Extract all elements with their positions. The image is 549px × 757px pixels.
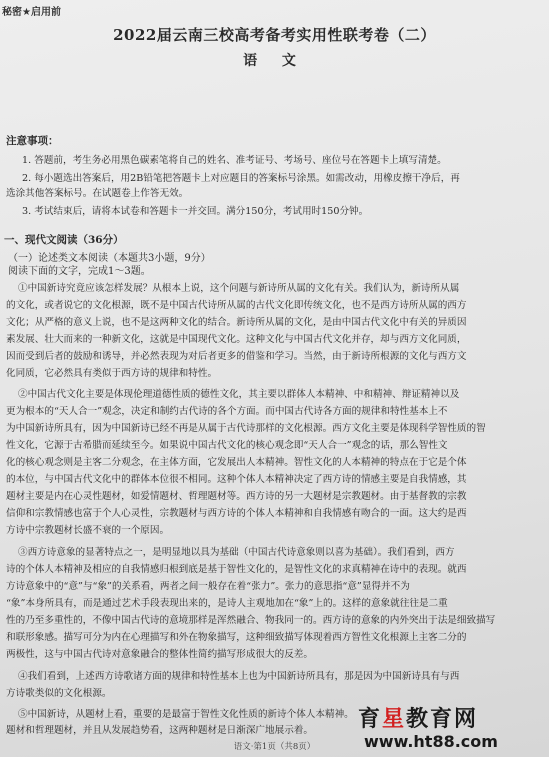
- passage-line: 方诗意象中的“意”与“象”的关系看，两者之间一般存在着“张力”。张力的意思指“意”显得并不为: [6, 581, 410, 592]
- passage-line: 的本位，与中国古代文化中的群体本位很不相同。这种个体人本精神决定了西方诗的情感主要是自我情感，其: [6, 474, 467, 485]
- passage-line: 更为根本的“天人合一”观念，决定和制约古代诗的各个方面。而中国古代诗各方面的规律和特性基本上不: [6, 406, 448, 417]
- passage-line: 诗的个体人本精神及相应的自我情感归根到底是基于智性文化的，是智性文化的求真精神在诗中的表现。就西: [6, 564, 467, 575]
- passage-line: 化的核心观念则是主客二分观念，在主体方面，它发展出人本精神。智性文化的人本精神的特点在于它是个体: [6, 457, 467, 468]
- page-footer: 语文·第1页（共8页）: [233, 742, 316, 752]
- passage-line: 和联形象感。描写可分为内在心理描写和外在物象描写，这种细致描写体现着西方智性文化根源上主客二分的: [6, 632, 467, 643]
- watermark-brand-star: 星: [382, 707, 407, 732]
- passage-line: 性的乃至多重性的，不像中国古代诗的意境那样是浑然融合、物我同一的。西方诗的意象的内外突出于法是细致描写: [6, 615, 496, 626]
- confidential-label: 秘密★启用前: [2, 7, 61, 18]
- passage-line: 化同质，它必然具有类似于西方诗的规律和特性。: [6, 368, 218, 379]
- watermark-url: www.ht88.com: [364, 732, 498, 751]
- instruction: 阅读下面的文字，完成1～3题。: [8, 266, 151, 277]
- passage-line: 信仰和宗教情感也富于个人心灵性，宗教题材与西方诗的个体人本精神和自我情感有吻合的一面。这大约是西: [6, 508, 467, 519]
- subject-title: 语 文: [243, 53, 306, 69]
- passage-line: 素发展、壮大而来的一种新文化，这就是中国现代文化。这种文化与中国古代文化并存，却与西方文化同质，: [6, 334, 467, 345]
- note-line: 选涂其他答案标号。在试题卷上作答无效。: [6, 188, 189, 199]
- passage-line: 为中国新诗所具有，因为中国新诗已经不再是从属于古代诗那样的文化根源。西方文化主要是体现科学智性质的智: [6, 423, 486, 434]
- notes-heading: 注意事项：: [6, 135, 59, 147]
- watermark-brand-post: 教育网: [406, 707, 479, 732]
- watermark-brand: [358, 702, 478, 733]
- passage-line: ②中国古代文化主要是体现伦理道德性质的德性文化，其主要以群体人本精神、中和精神、辩证精神以及: [18, 389, 460, 400]
- watermark-brand-pre: 育: [358, 707, 383, 732]
- passage-line: 方诗中宗教题材长盛不衰的一个原因。: [6, 525, 170, 536]
- passage-line: 的文化，或者说它的文化根源，既不是中国古代诗所从属的古代文化即传统文化，也不是西方诗所从属的西方: [6, 300, 467, 311]
- note-line: 2. 每小题选出答案后，用2B铅笔把答题卡上对应题目的答案标号涂黑。如需改动，用橡皮擦干净后，再: [22, 173, 460, 184]
- subsection-heading: （一）论述类文本阅读（本题共3小题，9分）: [8, 253, 211, 264]
- passage-line: “象”本身所具有，而是通过艺术手段表现出来的，是诗人主观地加在“象”上的。这样的意象就往往是二重: [6, 598, 448, 609]
- passage-line: ④我们看到，上述西方诗歌诸方面的规律和特性基本上也为中国新诗所具有，那是因为中国新诗具有与西: [18, 671, 460, 682]
- passage-line: ③西方诗意象的显著特点之一，是明显地以具为基础（中国古代诗意象则以喜为基础）。我们看到，西方: [18, 547, 455, 558]
- passage-line: 因而受到后者的鼓励和诱导，并必然表现为对后者更多的借鉴和学习。当然，由于新诗所根源的文化与西方文: [6, 351, 467, 362]
- site-watermark: [358, 702, 549, 757]
- passage-line: 两极性，这与中国古代诗对意象融合的整体性简约描写形成很大的反差。: [6, 649, 313, 660]
- passage-line: ⑤中国新诗，从题材上看，重要的是最富于智性文化性质的新诗个体人本精神。: [18, 709, 354, 720]
- passage-line: ①中国新诗究竟应该怎样发展？从根本上说，这个问题与新诗所从属的文化有关。我们认为，新诗所从属: [18, 283, 460, 294]
- note-line: 3. 考试结束后，请将本试卷和答题卡一并交回。满分150分，考试用时150分钟。: [22, 206, 369, 217]
- note-line: 1. 答题前，考生务必用黑色碳素笔将自己的姓名、准考证号、考场号、座位号在答题卡上填写清楚。: [22, 155, 447, 166]
- passage-line: 题材主要是内在心灵性题材，如爱情题材、哲理题材等。西方诗的另一大题材是宗教题材。由于基督教的宗教: [6, 491, 467, 502]
- section-heading: 一、现代文阅读（36分）: [4, 234, 124, 246]
- passage-line: 题材和哲理题材，并且从发展趋势看，这两种题材是日渐深广地展示着。: [6, 725, 313, 736]
- passage-line: 文化；从严格的意义上说，也不是这两种文化的结合。新诗所从属的文化，是由中国古代文化中有关的异质因: [6, 317, 467, 328]
- passage-line: 方诗歌类似的文化根源。: [6, 688, 112, 699]
- exam-title: 2022届云南三校高考备考实用性联考卷（二）: [113, 26, 436, 44]
- passage-line: 性文化，它源于古希腊而延续至今。如果说中国古代文化的核心观念即“天人合一”观念的话，那么智性文: [6, 440, 448, 451]
